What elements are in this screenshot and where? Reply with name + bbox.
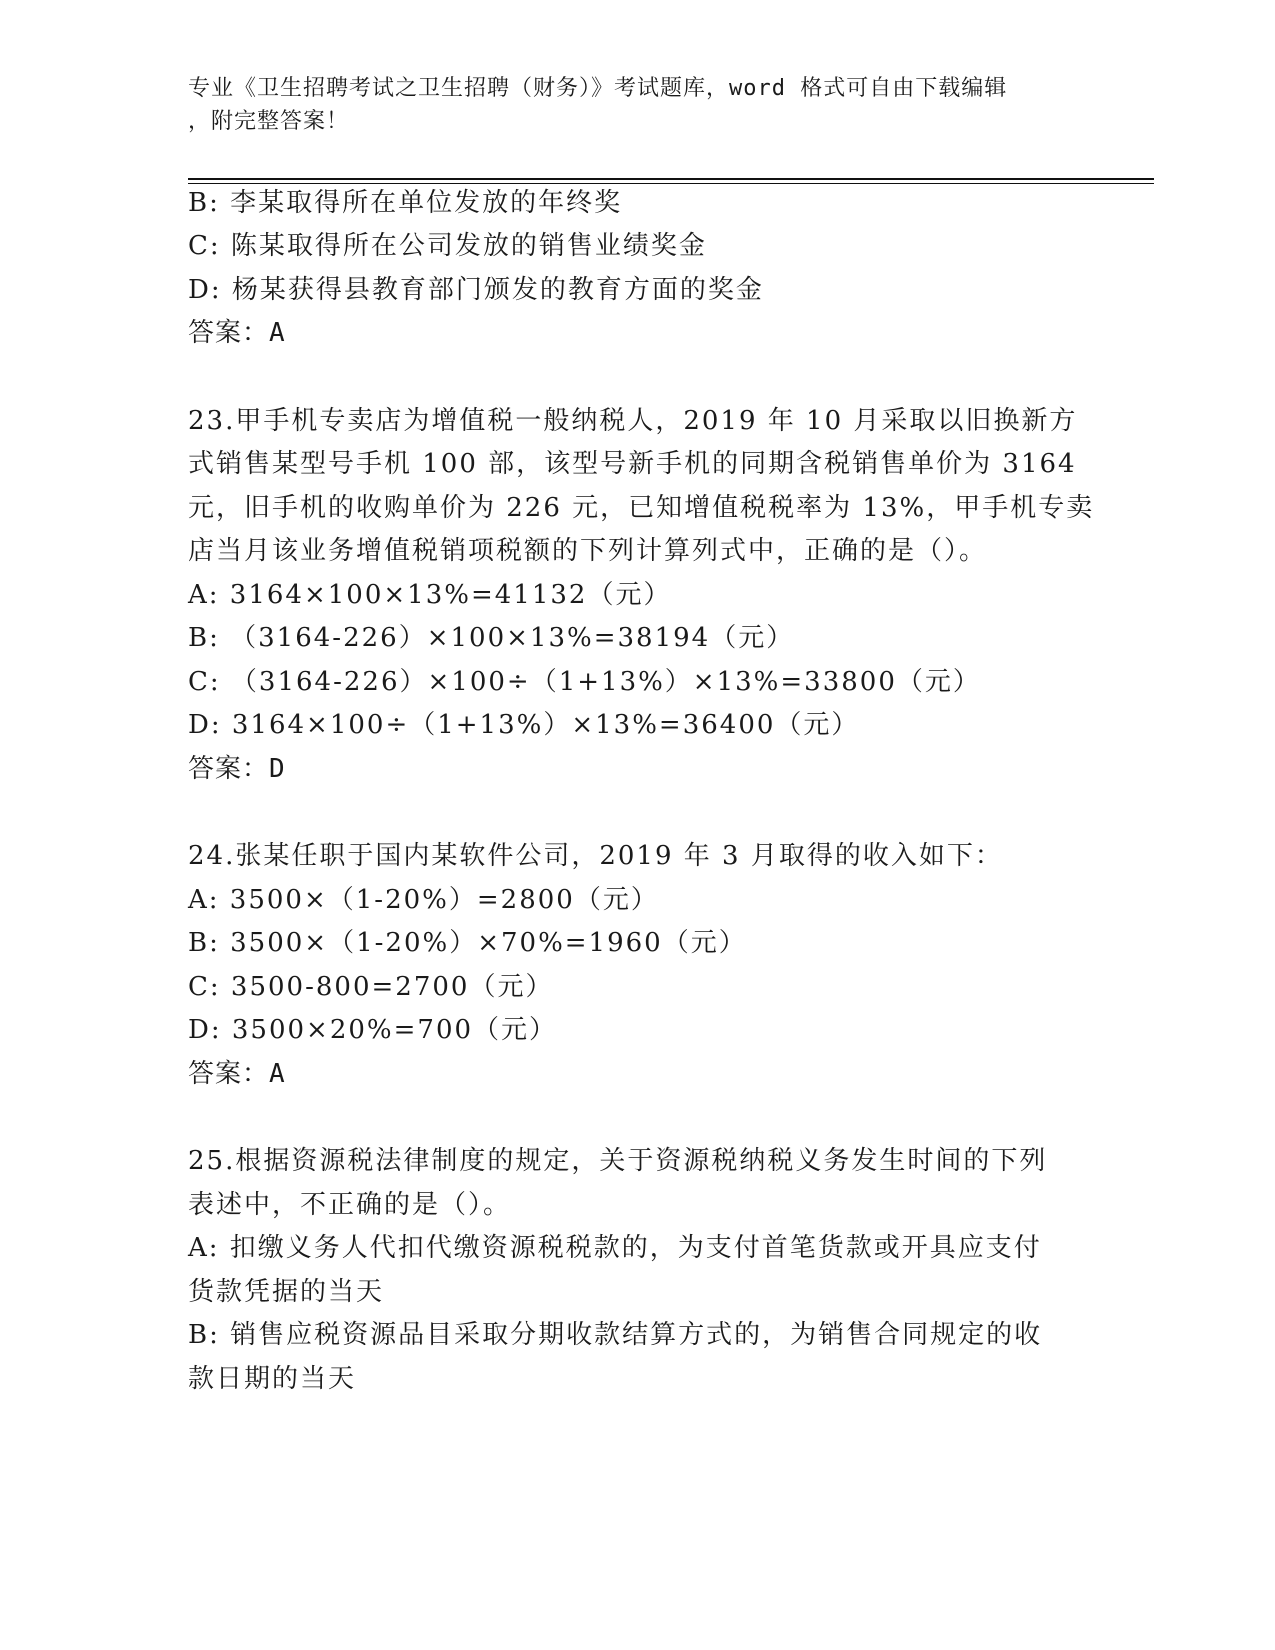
q24-option-b: B: 3500×（1-20%）×70%=1960（元） — [188, 928, 747, 958]
q24-stem-line-1: 24.张某任职于国内某软件公司，2019 年 3 月取得的收入如下： — [188, 841, 1003, 871]
q25-option-b-line-1: B: 销售应税资源品目采取分期收款结算方式的，为销售合同规定的收 — [188, 1320, 1043, 1350]
q24-answer: 答案：A — [188, 1059, 286, 1089]
q23-stem-line-2: 式销售某型号手机 100 部，该型号新手机的同期含税销售单价为 3164 — [188, 449, 1077, 479]
q25-option-a-line-1: A: 扣缴义务人代扣代缴资源税税款的，为支付首笔货款或开具应支付 — [188, 1233, 1042, 1263]
q23-option-c: C: （3164-226）×100÷（1+13%）×13%=33800（元） — [188, 667, 981, 697]
q23-stem-line-3: 元，旧手机的收购单价为 226 元，已知增值税税率为 13%，甲手机专卖 — [188, 493, 1095, 523]
q25-option-a-line-2: 货款凭据的当天 — [188, 1277, 385, 1307]
q24-option-a: A: 3500×（1-20%）=2800（元） — [188, 885, 659, 915]
q22-option-b: B: 李某取得所在单位发放的年终奖 — [188, 188, 623, 218]
q23-stem-line-4: 店当月该业务增值税销项税额的下列计算列式中，正确的是（）。 — [188, 536, 988, 566]
document-header — [188, 72, 1088, 138]
q23-option-a: A: 3164×100×13%=41132（元） — [188, 580, 672, 610]
q22-option-c: C: 陈某取得所在公司发放的销售业绩奖金 — [188, 231, 707, 261]
q24-option-c: C: 3500-800=2700（元） — [188, 972, 554, 1002]
q25-stem-line-1: 25.根据资源税法律制度的规定，关于资源税纳税义务发生时间的下列 — [188, 1146, 1048, 1176]
q23-stem-line-1: 23.甲手机专卖店为增值税一般纳税人，2019 年 10 月采取以旧换新方 — [188, 406, 1078, 436]
q22-answer: 答案：A — [188, 318, 286, 348]
q25-option-b-line-2: 款日期的当天 — [188, 1364, 357, 1394]
q25-stem-line-2: 表述中，不正确的是（）。 — [188, 1190, 512, 1220]
header-line-1: 专业《卫生招聘考试之卫生招聘（财务）》考试题库，word 格式可自由下载编辑 — [188, 76, 1008, 101]
q23-option-d: D: 3164×100÷（1+13%）×13%=36400（元） — [188, 710, 860, 740]
q24-option-d: D: 3500×20%=700（元） — [188, 1015, 558, 1045]
q22-option-d: D: 杨某获得县教育部门颁发的教育方面的奖金 — [188, 275, 764, 305]
header-line-2: ，附完整答案！ — [188, 109, 350, 134]
header-divider-thick — [188, 178, 1154, 180]
q23-option-b: B: （3164-226）×100×13%=38194（元） — [188, 623, 795, 653]
q23-answer: 答案：D — [188, 754, 286, 784]
